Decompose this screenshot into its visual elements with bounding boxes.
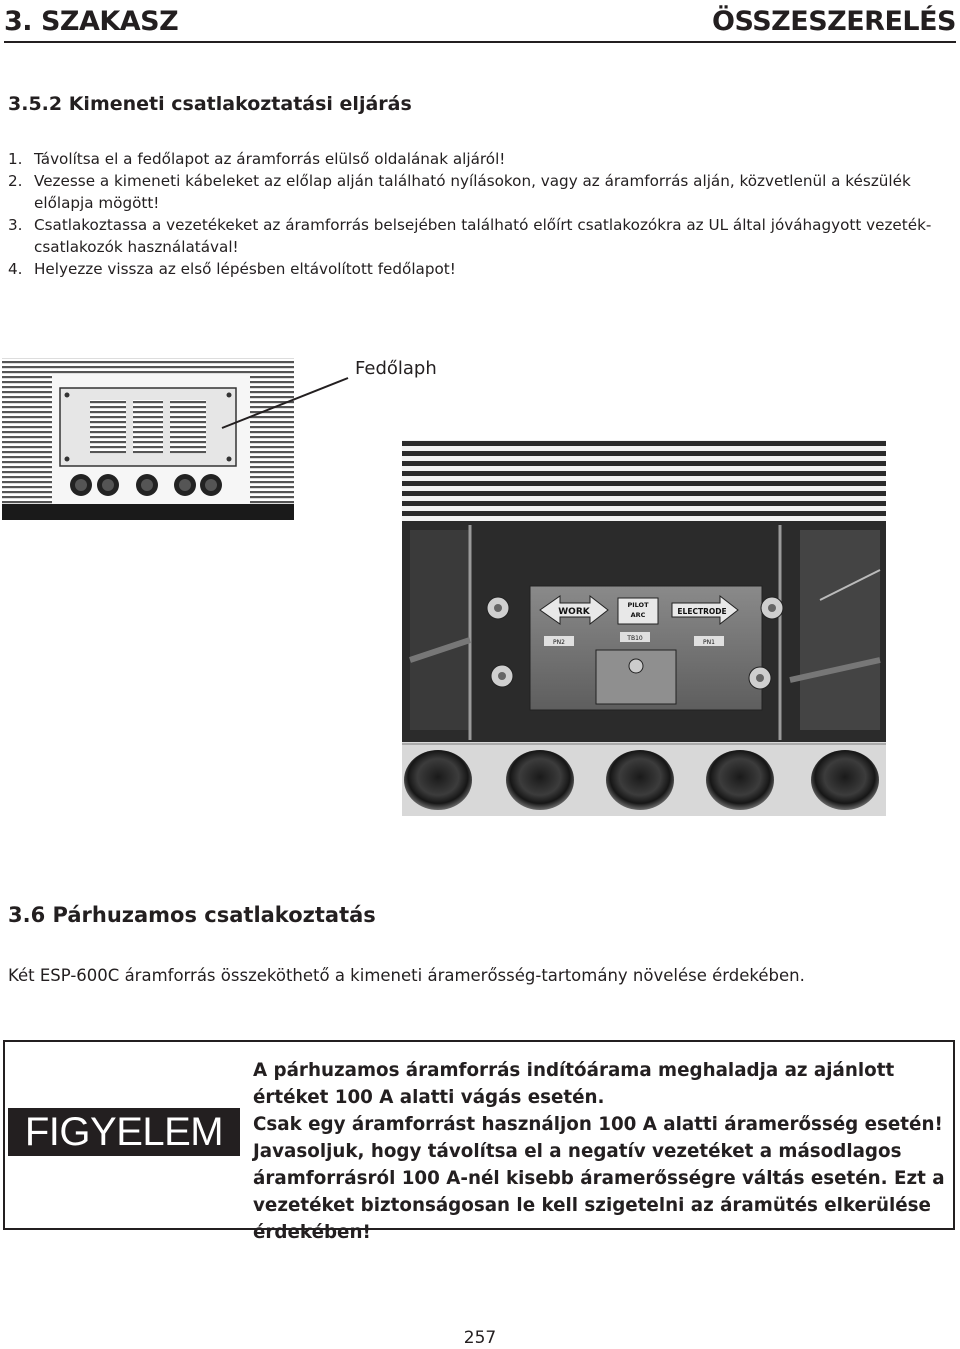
arc-label: ARC <box>630 611 646 619</box>
step-4: 4. Helyezze vissza az első lépésben eltávolított fedőlapot! <box>8 260 456 278</box>
section-36-paragraph: Két ESP-600C áramforrás összeköthető a kimeneti áramerősség-tartomány növelése érdekében. <box>8 966 805 985</box>
section-36-title: 3.6 Párhuzamos csatlakoztatás <box>8 903 376 927</box>
electrode-label: ELECTRODE <box>677 607 727 616</box>
warning-line-1: A párhuzamos áramforrás indítóárama meghaladja az ajánlott értéket 100 A alatti vágás esetén. <box>253 1060 895 1108</box>
figure-callout: Fedőlaph <box>355 358 437 379</box>
section-header: 3. SZAKASZ <box>4 6 179 37</box>
step-1: 1. Távolítsa el a fedőlapot az áramforrás elülső oldalának aljáról! <box>8 150 506 168</box>
warning-label: FIGYELEM <box>8 1108 240 1156</box>
chapter-header: ÖSSZESZERELÉS <box>712 6 956 37</box>
connection-figure <box>0 350 960 830</box>
svg-text:PN2: PN2 <box>553 639 565 646</box>
section-352-title: 3.5.2 Kimeneti csatlakoztatási eljárás <box>8 93 412 115</box>
warning-text <box>253 1057 957 1246</box>
interior-photo <box>402 432 886 816</box>
page-number: 257 <box>463 1328 497 1348</box>
step-2: 2. Vezesse a kimeneti kábeleket az előlap alján található nyílásokon, vagy az áramforrás alján, közvetlenül a készülék előlapja mögött! <box>8 172 911 212</box>
warning-line-3: Javasoljuk, hogy távolítsa el a negatív vezetéket a másodlagos áramforrásról 100 A-nél kisebb áramerősségre váltás esetén. Ezt a vezetéket biztonságosan le kell szigetelni az áramütés elkerülése érdekében! <box>253 1141 945 1243</box>
work-label: WORK <box>558 607 590 617</box>
warning-line-2: Csak egy áramforrást használjon 100 A alatti áramerősség esetén! <box>253 1114 943 1135</box>
procedure-steps <box>8 148 958 280</box>
step-3: 3. Csatlakoztassa a vezetékeket az áramforrás belsejében található előírt csatlakozókra az UL által jóváhagyott vezeték-csatlakozók használatával! <box>8 216 932 256</box>
svg-text:PN1: PN1 <box>703 639 715 646</box>
svg-text:TB10: TB10 <box>627 635 643 642</box>
pilot-label: PILOT <box>627 601 649 609</box>
header-rule <box>4 41 956 43</box>
front-panel-sketch <box>2 358 348 520</box>
